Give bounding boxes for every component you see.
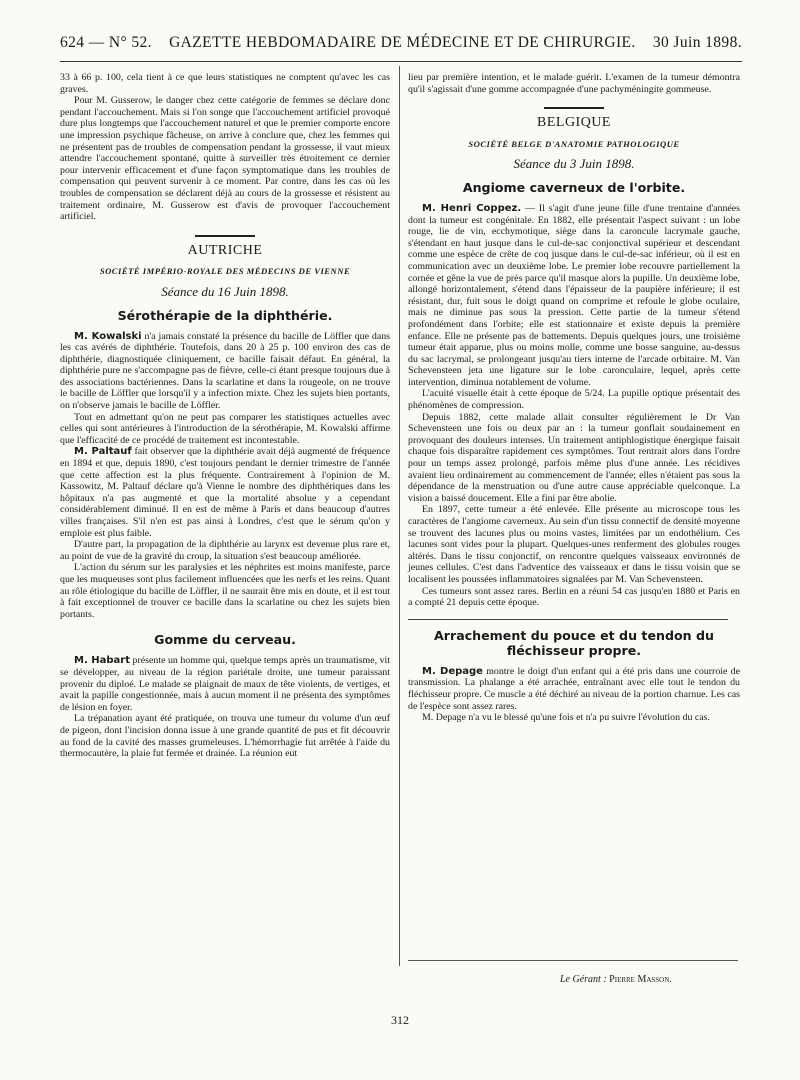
gerant-name: Pierre Masson. bbox=[609, 974, 672, 985]
intro-paragraph: 33 à 66 p. 100, cela tient à ce que leurs statistiques ne comptent qu'avec les cas graves. bbox=[60, 72, 390, 95]
article-paragraph bbox=[60, 655, 390, 713]
paragraph-text: n'a jamais constaté la présence du bacille de Löffler que dans les cas avérés de diphthérie. Toutefois, dans 20 à 25 p. 100 environ des cas de diphthérie, diagnostiquée cliniquement, ce bacille faisait défaut. En général, la diphthérie pure ne s'accompagne pas de fièvre, celle-ci étant presque toujours due à des associations bactériennes. Dans la scarlatine et dans la rougeole, on ne trouve le bacille de Löffler que lorsqu'il y a infection mixte. Chez les sujets bien portants, on n'observe jamais le bacille de Löffler. bbox=[60, 330, 390, 412]
article-title: Arrachement du pouce et du tendon du fléchisseur propre. bbox=[434, 627, 714, 658]
paragraph-text: La trépanation ayant été pratiquée, on trouva une tumeur du volume d'un œuf de pigeon, dont l'incision donna issue à une grande quantité de pus et fit découvrir au fond de la cavité des masses grumeleuses. L'hémorrhagie fut arrêtée à l'aide du thermocautère, la plaie fut fermée et drainée. La réunion eut bbox=[60, 713, 390, 760]
society-heading: SOCIÉTÉ IMPÉRIO-ROYALE DES MÉDECINS DE VIENNE bbox=[99, 266, 351, 277]
article-paragraph bbox=[60, 713, 390, 759]
paragraph-text: Ces tumeurs sont assez rares. Berlin en a réuni 54 cas jusqu'en 1880 et Paris en a compté 21 depuis cette époque. bbox=[408, 585, 740, 609]
section-separator bbox=[195, 235, 255, 237]
speaker-name: M. Depage bbox=[422, 665, 483, 677]
article-paragraph bbox=[408, 388, 740, 411]
speaker-name: M. Kowalski bbox=[74, 330, 142, 342]
column-divider bbox=[399, 66, 400, 966]
paragraph-text: L'action du sérum sur les paralysies et les néphrites est moins manifeste, parce que les muqueuses sont plus facilement influencées que les nerfs et les reins. Quant au rôle étiologique du bacille de Löffler, il ne saurait être mis en doute, et il est tout à fait exceptionnel de trouver ce bacille dans la scarlatine ou chez les sujets bien portants. bbox=[60, 562, 390, 620]
right-column bbox=[408, 72, 740, 724]
paragraph-text: M. Depage n'a vu le blessé qu'une fois et n'a pu suivre l'évolution du cas. bbox=[422, 712, 710, 724]
paragraph-text: montre le doigt d'un enfant qui a été pris dans une courroie de transmission. La phalange a été arrachée, entraînant avec elle tout le tendon du fléchisseur propre. Ce muscle a été déchiré au niveau de la portion charnue. Les cas de l'espèce sont assez rares. bbox=[408, 665, 740, 712]
article-paragraph bbox=[60, 412, 390, 447]
section-separator bbox=[408, 619, 728, 620]
footer-rule bbox=[408, 960, 738, 961]
paragraph-text: Tout en admettant qu'on ne peut pas comparer les statistiques actuelles avec celles qui sont antérieures à l'introduction de la sérothérapie, M. Kowalski affirme que l'efficacité de ce procédé de traitement est incontestable. bbox=[60, 411, 390, 446]
article-title: Gomme du cerveau. bbox=[154, 632, 296, 648]
publisher-signature bbox=[560, 974, 672, 985]
paragraph-text: fait observer que la diphthérie avait déjà augmenté de fréquence en 1894 et que, depuis 1890, c'est toujours pendant le dernier trimestre de l'année que cette affection est la plus fréquente. Contrairement à l'opinion de M. Kassowitz, M. Paltauf déclare qu'à Vienne le nombre des diphthériques dans les hôpitaux n'a pas augmenté et que la mortalité absolue y a cependant considérablement diminué. Il en est de même à Paris et dans beaucoup d'autres villes françaises. S'il n'en est pas ainsi à Londres, c'est que le sérum qu'on y emploie est plus faible. bbox=[60, 446, 391, 539]
session-date: Séance du 3 Juin 1898. bbox=[513, 156, 635, 172]
session-date: Séance du 16 Juin 1898. bbox=[161, 283, 289, 299]
page-number: 312 bbox=[391, 1013, 409, 1027]
header-date: 30 Juin 1898. bbox=[652, 34, 742, 51]
continuation-paragraph: lieu par première intention, et le malade guérit. L'examen de la tumeur démontra qu'il s'agissait d'une gomme accompagnée d'une pachyméningite gommeuse. bbox=[408, 72, 740, 95]
speaker-name: M. Henri Coppez. bbox=[422, 202, 522, 214]
article-body bbox=[60, 655, 390, 759]
article-paragraph bbox=[408, 712, 740, 724]
article-paragraph bbox=[408, 203, 740, 389]
article-paragraph bbox=[60, 446, 390, 539]
article-body bbox=[60, 331, 390, 621]
left-column bbox=[60, 72, 390, 760]
speaker-name: M. Paltauf bbox=[74, 446, 132, 458]
paragraph-text: L'acuité visuelle était à cette époque de 5/24. La pupille optique présentait des phénomènes de compression. bbox=[408, 388, 740, 412]
gerant-label: Le Gérant : bbox=[560, 974, 610, 985]
intro-paragraph: Pour M. Gusserow, le danger chez cette catégorie de femmes se déclare donc pendant l'accouchement. Mais si l'on songe que l'accouchement artificiel provoqué dure plus longtemps que l'accouchement naturel et que le premier comporte encore une impression psychique fâcheuse, on arrive à conclure que, chez les femmes qui ne présentent pas de troubles de compensation pendant la grossesse, il vaut mieux attendre l'accouchement spontané, quitte à surveiller très étroitement ce dernier pour intervenir efficacement et d'une façon symptomatique dans les troubles de compensation qui peuvent survenir à ce moment. Par contre, dans les cas où les troubles de compensation se déclarent déjà au cours de la grossesse et résistent au traitement ordinaire, M. Gusserow est d'avis de provoquer l'accouchement artificiel. bbox=[60, 95, 390, 223]
article-body bbox=[408, 666, 740, 724]
header-rule bbox=[60, 61, 742, 62]
running-header bbox=[60, 34, 742, 56]
header-page-issue: 624 — N° 52. bbox=[60, 34, 152, 51]
article-paragraph bbox=[408, 586, 740, 609]
speaker-name: M. Habart bbox=[74, 655, 131, 667]
article-paragraph bbox=[60, 539, 390, 562]
article-body bbox=[408, 203, 740, 609]
paragraph-text: D'autre part, la propagation de la diphthérie au larynx est devenue plus rare et, au point de vue de la gravité du croup, la situation s'est beaucoup améliorée. bbox=[60, 539, 390, 562]
paragraph-text: — Il s'agit d'une jeune fille d'une trentaine d'années dont la tumeur est congénitale. En 1882, elle présentait l'aspect suivant : un lobe rouge, lie de vin, ecchymotique, siège dans la caroncule lacrymale gauche, s'étendant en haut jusque dans le cul-de-sac conjonctival supérieur et descendant comme une espèce de crête de coq jusque dans le cul-de-sac inférieur, où il est en communication avec un deuxième lobe. Le premier lobe recouvre partiellement la cornée et gêne la vue de près parce qu'il masque alors la pupille. Un deuxième lobe, allongé horizontalement, s'étend dans l'épaisseur de la paupière inférieure; il est résistant, dur, fuit sous le doigt quand on comprime et refoule le globe oculaire, mais ne diminue pas sous la pression. Cette partie de la tumeur s'étend profondément dans l'orbite; elle est stationnaire et existe depuis la première enfance. Elle ne présente pas de battements. Depuis quelques jours, une troisième tumeur était apparue, plus ou moins molle, comme une bosse sanguine, au-dessus du sac lacrymal, se prolongeant jusqu'au tiers interne de l'arcade orbitaire. M. Van Schevensteen jeta une ligature sur le lobe caronculaire, lequel, après cette intervention, diminua notablement de volume. bbox=[408, 202, 740, 388]
section-separator bbox=[544, 107, 604, 109]
header-journal-title: GAZETTE HEBDOMADAIRE DE MÉDECINE ET DE CHIRURGIE. bbox=[169, 34, 636, 51]
paragraph-text: En 1897, cette tumeur a été enlevée. Elle présente au microscope tous les caractères de l'angiome caverneux. Au sein d'un tissu connectif de densité moyenne se trouvent des lacunes plus ou moins vastes, limitées par un endothélium. Ces lacunes sont vides pour la plupart. Quelques-unes renferment des globules rouges altérés. Dans le tissu conjonctif, on rencontre quelques vaisseaux environnés de jeunes cellules. C'est dans l'adventice des vaisseaux et dans le tissu voisin que se localisent les poussées inflammatoires signalées par M. Van Schevensteen. bbox=[408, 504, 740, 585]
article-title: Sérothérapie de la diphthérie. bbox=[117, 307, 333, 323]
article-paragraph bbox=[408, 504, 740, 585]
article-paragraph bbox=[408, 412, 740, 505]
article-paragraph bbox=[60, 562, 390, 620]
paragraph-text: Depuis 1882, cette malade allait consulter régulièrement le Dr Van Schevensteen une fois ou deux par an : la tumeur gonflait soudainement en provoquant des douleurs intenses. Un traitement antiphlogistique énergique faisait chaque fois disparaître rapidement ces symptômes. Tout rentrait alors dans l'ordre pour un temps assez prolongé, parfois même plus d'une année. Les récidives avaient lieu ordinairement au commencement de l'année; elles n'étaient pas sous la dépendance de la menstruation ou d'une autre cause appréciable quelconque. La vision a baissé doucement. Elle a fini par être abolie. bbox=[408, 411, 740, 504]
article-paragraph bbox=[60, 331, 390, 412]
country-heading: BELGIQUE bbox=[537, 115, 611, 131]
article-paragraph bbox=[408, 666, 740, 712]
paragraph-text: présente un homme qui, quelque temps après un traumatisme, vit se développer, au niveau de la région pariétale droite, une tumeur paraissant provenir du diploé. Le malade se plaignait de maux de tête violents, de vertiges, et avait la papille congestionnée, mais à aucun moment il ne présenta des symptômes de lésion en foyer. bbox=[60, 655, 391, 713]
country-heading: AUTRICHE bbox=[187, 242, 263, 258]
article-title: Angiome caverneux de l'orbite. bbox=[462, 179, 686, 195]
society-heading: SOCIÉTÉ BELGE D'ANATOMIE PATHOLOGIQUE bbox=[468, 138, 680, 149]
